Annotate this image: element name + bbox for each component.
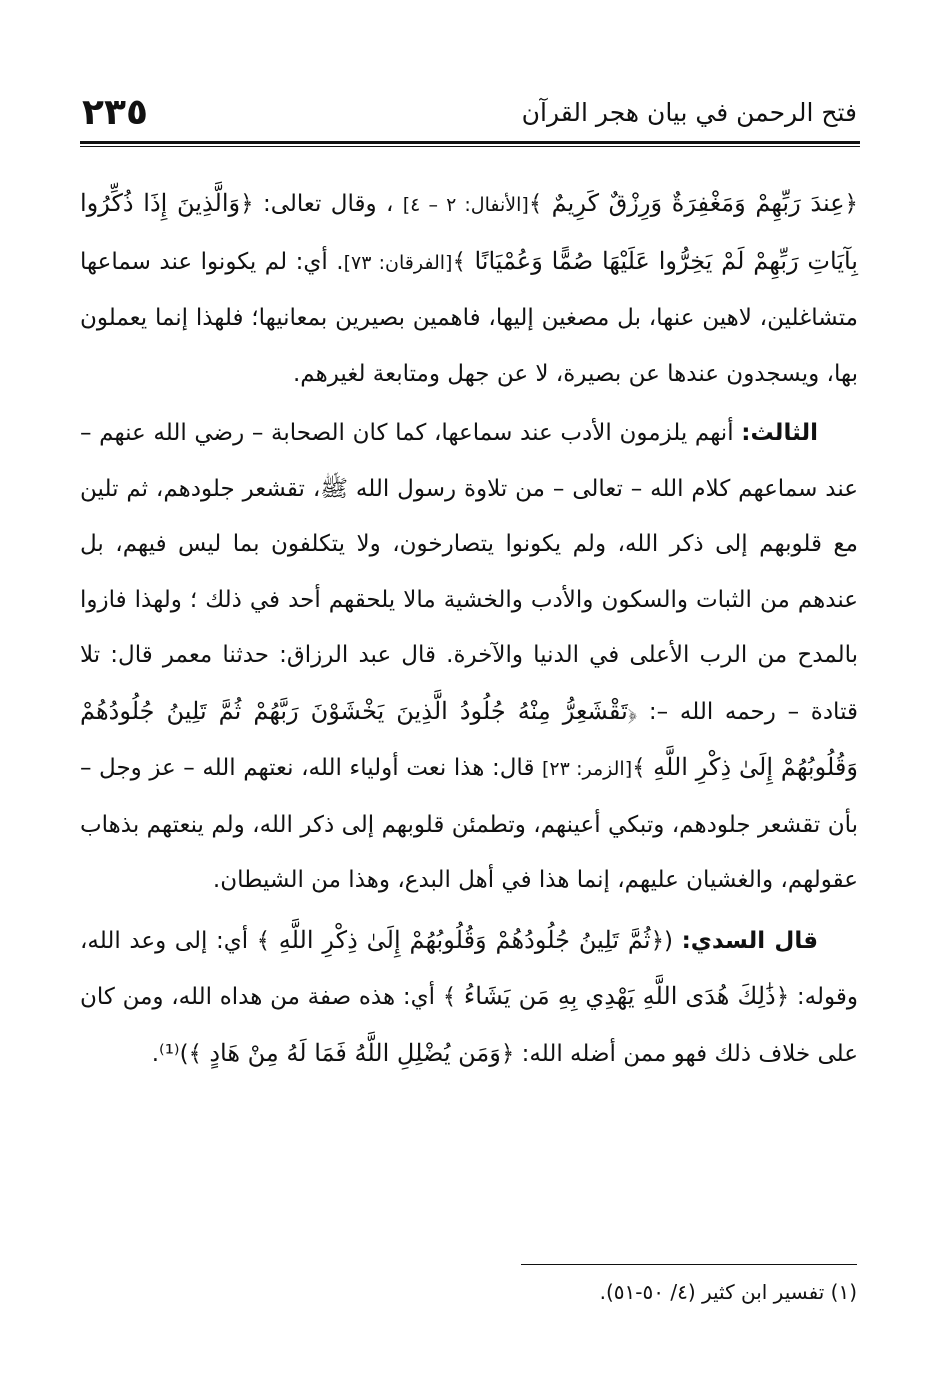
paragraph-1 (80, 176, 858, 402)
page-number: ٢٣٥ (82, 92, 148, 133)
text: ﴿ (844, 191, 859, 217)
paragraph-2 (80, 406, 858, 909)
footnote: (١) تفسير ابن كثير (٤/ ٥٠-٥١). (599, 1280, 857, 1304)
header-divider (80, 141, 860, 147)
paragraph-label: الثالث: (741, 420, 818, 446)
page-header (82, 92, 857, 138)
quran-verse: عِندَ رَبِّهِمْ وَمَغْفِرَةٌ وَرِزْقٌ كَرِيمٌ (551, 189, 845, 217)
quran-verse: تَقْشَعِرُّ مِنْهُ جُلُودُ الَّذِينَ يَخْشَوْنَ رَبَّهُمْ ثُمَّ تَلِينُ جُلُودُهُمْ وَقُلُوبُهُمْ إِلَىٰ ذِكْرِ اللَّهِ (80, 696, 858, 781)
text: ﴾ (632, 755, 646, 781)
verse-reference: [الفرقان: ٧٣] (343, 251, 453, 274)
verse-reference: [الزمر: ٢٣] (541, 758, 633, 780)
quran-verse: ذَٰلِكَ هُدَى اللَّهِ يَهْدِي بِهِ مَن يَشَاءُ (463, 982, 776, 1010)
page-body (80, 176, 858, 1086)
quran-verse: وَمَن يُضْلِلِ اللَّهُ فَمَا لَهُ مِنْ هَادٍ (209, 1038, 501, 1067)
text: ﴾)⁽¹⁾. (151, 1040, 203, 1067)
quran-verse: ثُمَّ تَلِينُ جُلُودُهُمْ وَقُلُوبُهُمْ إِلَىٰ ذِكْرِ اللَّهِ (278, 925, 651, 954)
text: ﴾ أي: إلى وعد الله، وقوله: ﴿ (80, 927, 859, 1010)
text: (﴿ (650, 927, 674, 954)
text: قال: هذا نعت أولياء الله، نعتهم الله – عز وجل – بأن تقشعر جلودهم، وتبكي أعينهم، وتطمئن قلوبهم إلى ذكر الله، ولم ينعتهم بذهاب عقولهم، والغشيان عليهم، إنما هذا في أهل البدع، وهذا من الشيطان. (80, 755, 858, 893)
text: ﴾ أي: هذه صفة من هداه الله، ومن كان على خلاف ذلك فهو ممن أضله الله: ﴿ (80, 984, 858, 1067)
verse-reference: [الأنفال: ٢ – ٤] (402, 194, 529, 216)
text: ﴾ (528, 191, 543, 217)
text: ﴾ (452, 248, 466, 275)
footnote-divider (521, 1264, 857, 1265)
book-title: فتح الرحمن في بيان هجر القرآن (521, 98, 857, 127)
text: . أي: لم يكونوا عند سماعها متشاغلين، لاهين عنها، بل مصغين إليها، فاهمين بصيرين بمعانيها؛ فلهذا إنما يعملون بها، ويسجدون عندها عن بصيرة، لا عن جهل ومتابعة لغيرهم. (80, 248, 858, 387)
quran-verse: وَالَّذِينَ إِذَا ذُكِّرُوا بِآيَاتِ رَبِّهِمْ لَمْ يَخِرُّوا عَلَيْهَا صُمًّا وَعُمْيَانًا (80, 189, 858, 275)
paragraph-label: قال السدي: (681, 927, 819, 954)
text: ، وقال تعالى: ﴿ (240, 191, 394, 217)
text: أنهم يلزمون الأدب عند سماعها، كما كان الصحابة – رضي الله عنهم – عند سماعهم كلام الله – تعالى – من تلاوة رسول الله ﷺ، تقشعر جلودهم، ثم تلين مع قلوبهم إلى ذكر الله، ولم يكونوا يتصارخون، ولا يتكلفون بما ليس فيهم، بل عندهم من الثبات والسكون والأدب والخشية مالا يلحقهم أحد في ذلك ؛ ولهذا فازوا بالمدح من الرب الأعلى في الدنيا والآخرة. قال عبد الرزاق: حدثنا معمر قال: تلا قتادة – رحمه الله –: ﴿ (80, 420, 859, 725)
paragraph-3 (80, 913, 858, 1083)
